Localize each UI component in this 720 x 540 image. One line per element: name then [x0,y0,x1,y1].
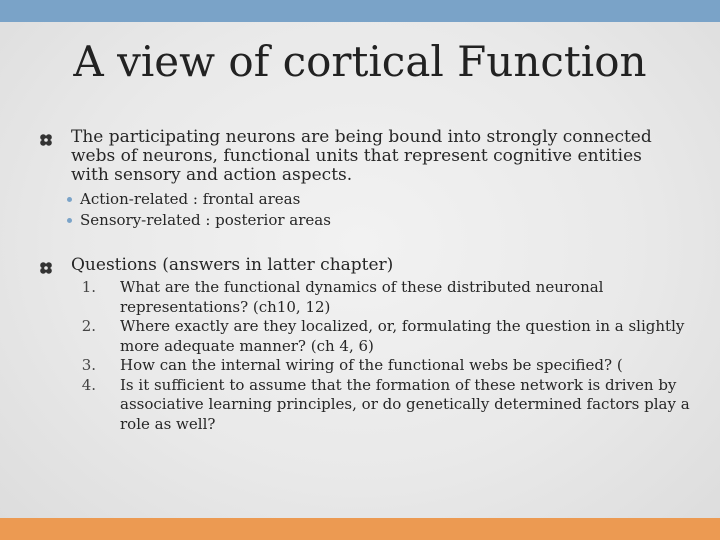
bullet-text: The participating neurons are being bound into strongly connected webs of neurons, functional units that represent cognitive entities with sensory and action aspects. [71,127,652,185]
bullet-text: Questions (answers in latter chapter) [71,255,394,275]
item-number: 4. [81,375,96,394]
item-text: How can the internal wiring of the functional webs be specified? ( [120,356,623,374]
numbered-list [72,278,692,434]
sub-bullet-item [64,189,664,210]
dot-bullet-icon [67,218,72,223]
item-number: 2. [81,317,96,335]
item-text: What are the functional dynamics of these distributed neuronal representations? (ch10, 12) [120,278,604,316]
sub-bullet-text: Action-related : frontal areas [80,190,301,208]
top-accent-bar [0,0,720,22]
sub-bullet-item [64,210,664,231]
numbered-item [72,278,692,317]
flower-bullet-icon [38,132,54,148]
item-number: 3. [81,356,96,374]
numbered-item [72,376,692,435]
numbered-item [72,317,692,356]
item-number: 1. [81,278,96,296]
item-text: Where exactly are they localized, or, formulating the question in a slightly more adequate manner? (ch 4, 6) [120,317,685,355]
sub-bullet-list [64,189,664,231]
flower-bullet-icon [38,260,54,276]
dot-bullet-icon [67,197,72,202]
item-text: Is it sufficient to assume that the formation of these network is driven by associative learning principles, or do genetically determined factors play a role as well? [120,375,690,433]
bottom-accent-bar [0,518,720,540]
numbered-item [72,356,692,376]
sub-bullet-text: Sensory-related : posterior areas [80,211,331,229]
slide-title: A view of cortical Function [73,37,647,86]
